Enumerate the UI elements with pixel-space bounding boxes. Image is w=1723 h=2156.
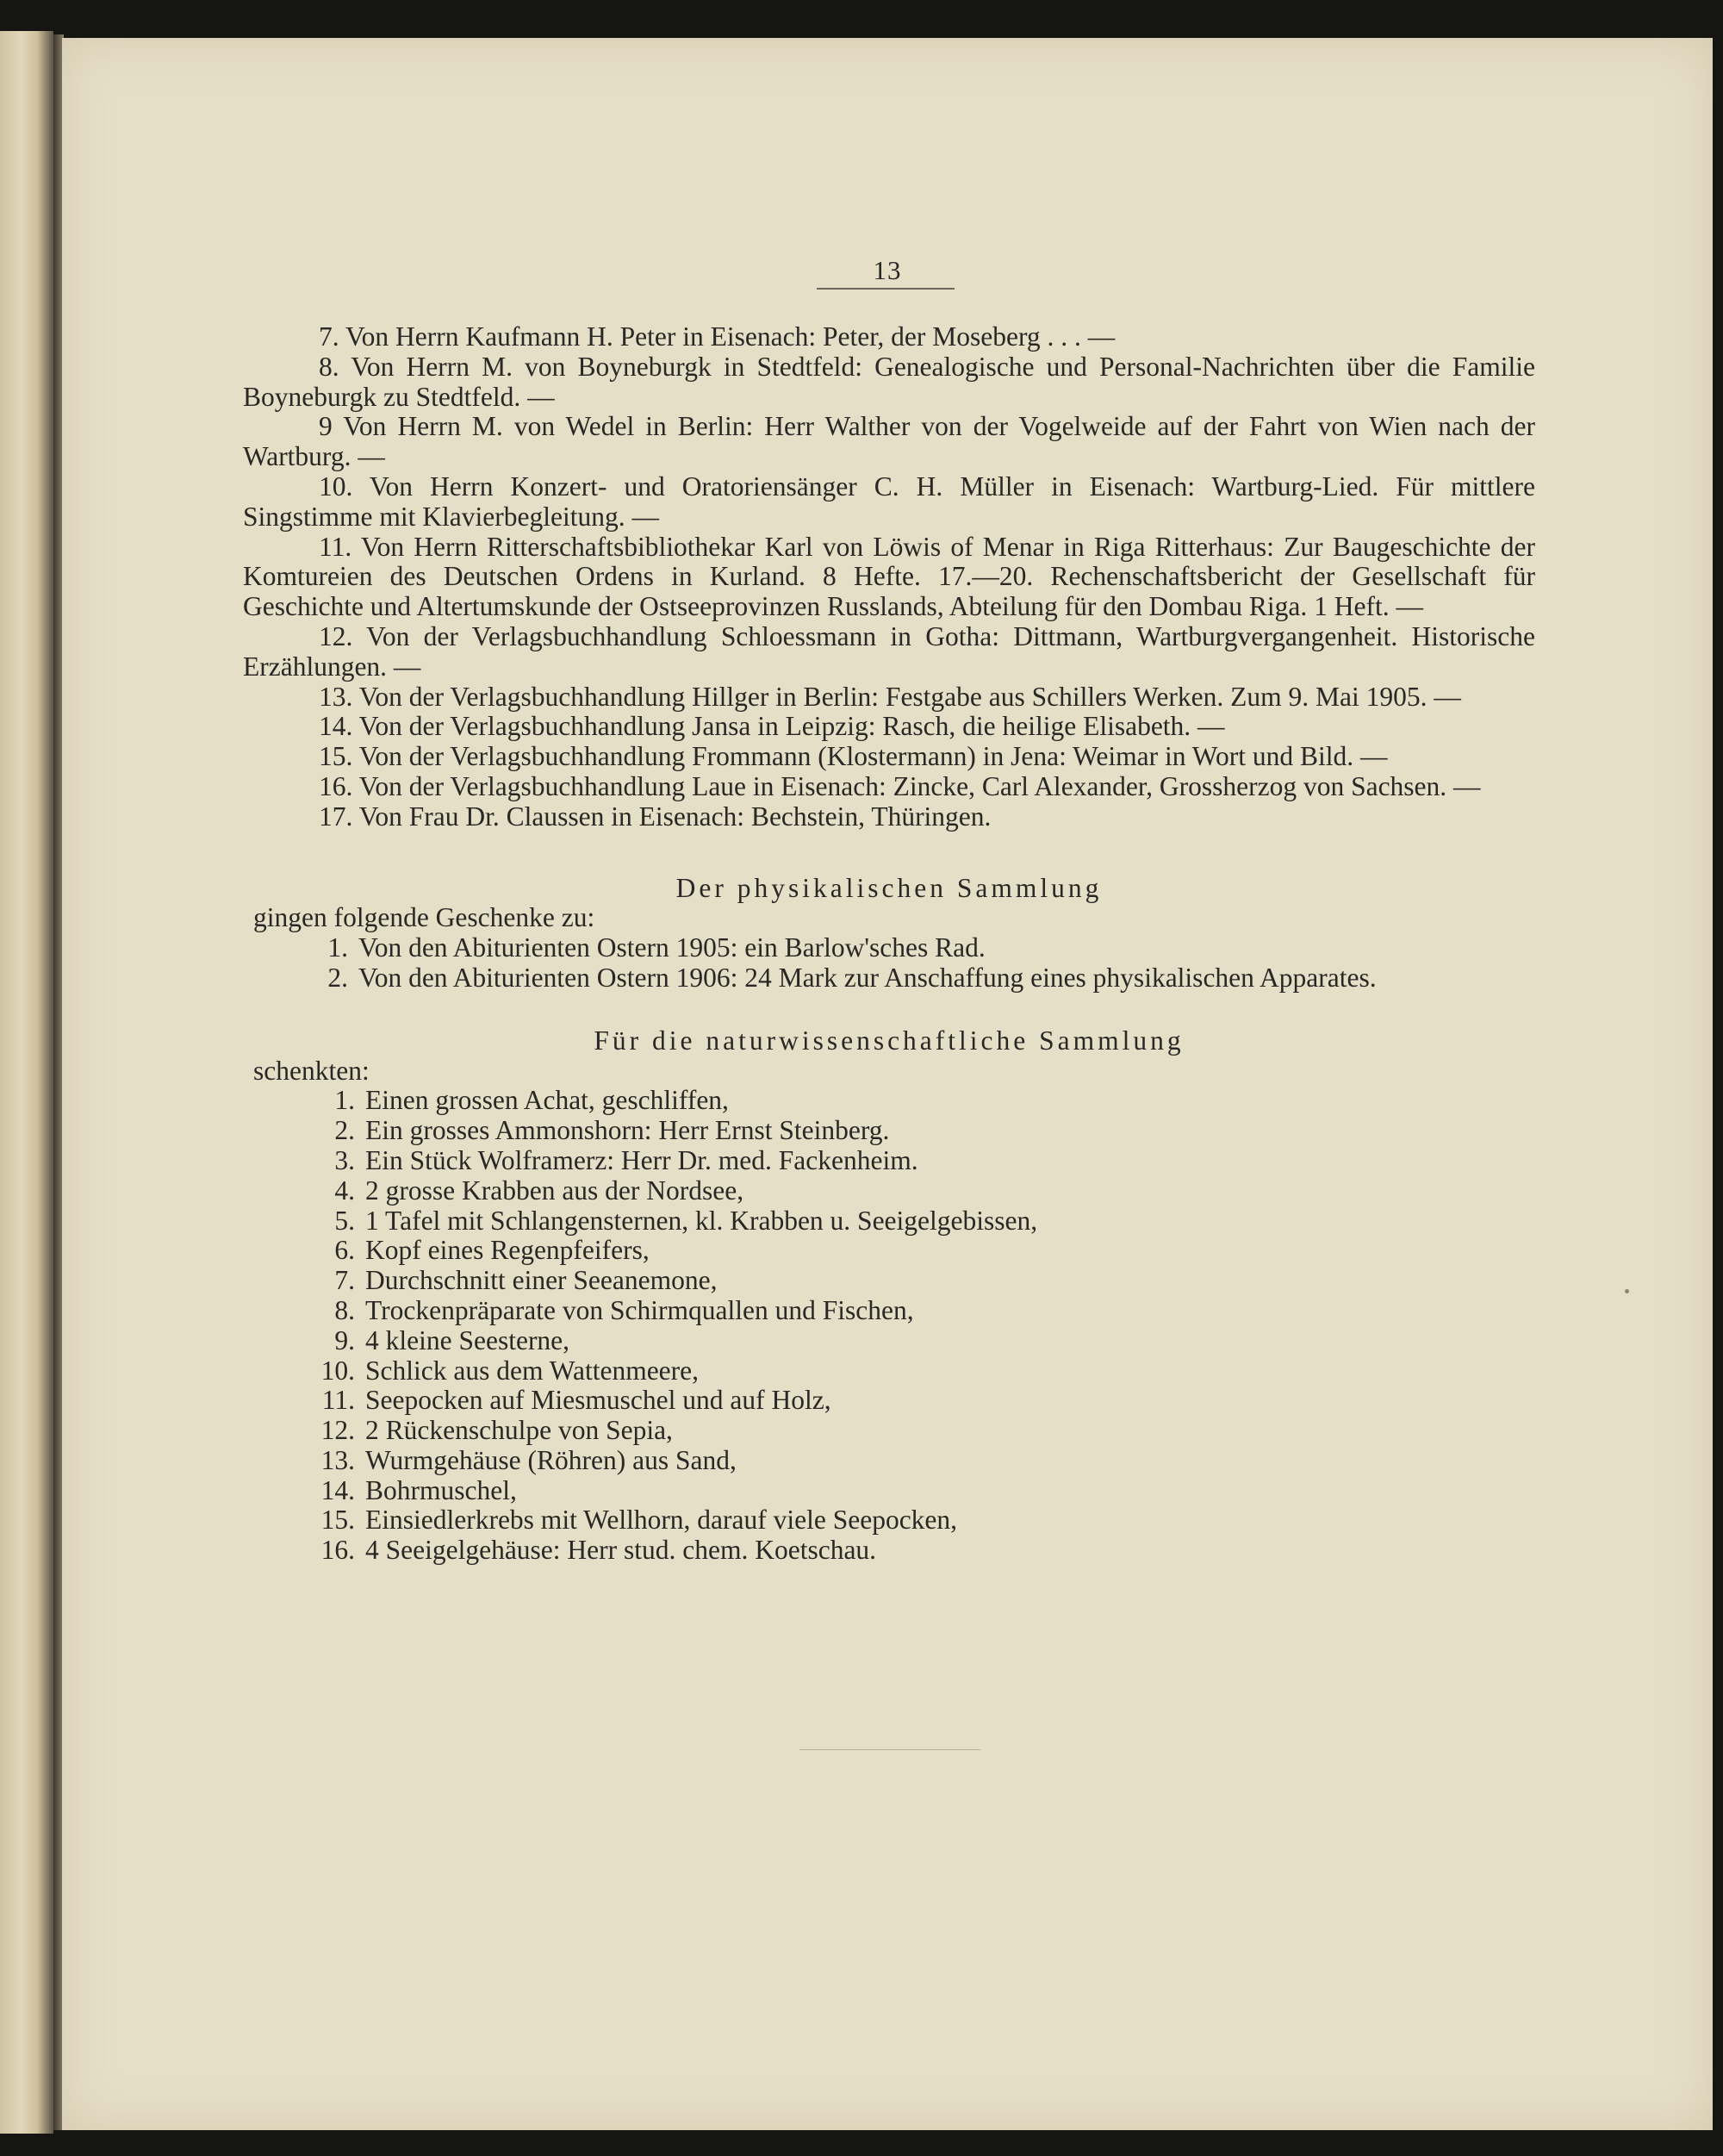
item-text: 4 kleine Seesterne, — [365, 1324, 570, 1355]
item-number: 13. — [320, 1444, 355, 1475]
list-item — [243, 1086, 1535, 1116]
donation-entry — [243, 472, 1535, 533]
left-page-edge — [0, 31, 53, 2134]
item-number: 12. — [320, 1415, 355, 1446]
donation-entry — [243, 412, 1535, 472]
entry-number: 14. — [319, 711, 353, 742]
item-text: Ein grosses Ammonshorn: Herr Ernst Steinberg. — [365, 1115, 890, 1146]
document-page — [62, 38, 1713, 2130]
entry-text: Von Frau Dr. Claussen in Eisenach: Bechstein, Thüringen. — [358, 801, 992, 832]
donation-entry — [243, 352, 1535, 413]
item-text: Trockenpräparate von Schirmquallen und Fischen, — [365, 1294, 914, 1325]
entry-number: 15. — [319, 741, 353, 772]
entry-text: Von Herrn Ritterschaftsbibliothekar Karl von Löwis of Menar in Riga Ritterhaus: Zur Baugeschichte der Komtureien des Deutschen Ordens in Kurland. 8 Hefte. 17.—20. Rechenschaftsbericht der Gesellschaft für Geschichte und Altertumskunde der Ostseeprovinzen Russlands, Abteilung für den Dombau Riga. 1 Heft. — — [243, 531, 1535, 622]
list-item — [243, 1356, 1535, 1386]
entry-text: Von der Verlagsbuchhandlung Jansa in Leipzig: Rasch, die heilige Elisabeth. — — [358, 711, 1225, 742]
item-text: 2 grosse Krabben aus der Nordsee, — [365, 1175, 744, 1206]
item-number: 4. — [334, 1175, 355, 1206]
page-number: 13 — [873, 255, 902, 285]
item-text: Seepocken auf Miesmuschel und auf Holz, — [365, 1385, 831, 1416]
entry-text: Von Herrn M. von Boyneburgk in Stedtfeld: Genealogische und Personal-Nachrichten über die Familie Boyneburgk zu Stedtfeld. — — [243, 351, 1536, 412]
list-item — [243, 1116, 1535, 1146]
physics-section-intro: gingen folgende Geschenke zu: — [253, 902, 595, 933]
item-text: Von den Abiturienten Ostern 1905: ein Barlow'sches Rad. — [358, 932, 986, 963]
item-text: Schlick aus dem Wattenmeere, — [365, 1355, 699, 1386]
end-rule — [799, 1749, 980, 1750]
section-spacer — [243, 994, 1535, 1026]
donation-entry — [243, 533, 1535, 622]
item-text: Einsiedlerkrebs mit Wellhorn, darauf viele Seepocken, — [365, 1505, 958, 1536]
donation-entry — [243, 772, 1535, 802]
donation-entry — [243, 622, 1535, 682]
item-number: 10. — [320, 1355, 355, 1386]
item-text: 4 Seeigelgehäuse: Herr stud. chem. Koetschau. — [365, 1535, 877, 1566]
list-item — [243, 933, 1535, 963]
item-text: Kopf eines Regenpfeifers, — [365, 1235, 650, 1266]
item-number: 8. — [334, 1294, 355, 1325]
item-text: Ein Stück Wolframerz: Herr Dr. med. Fackenheim. — [365, 1144, 918, 1175]
body-text — [243, 322, 1535, 1566]
item-text: Von den Abiturienten Ostern 1906: 24 Mark zur Anschaffung eines physikalischen Apparates. — [358, 962, 1377, 993]
nature-gift-list — [243, 1086, 1535, 1566]
list-item — [243, 1146, 1535, 1176]
list-item — [243, 1296, 1535, 1326]
entry-number: 12. — [319, 620, 353, 651]
item-text: 2 Rückenschulpe von Sepia, — [365, 1415, 673, 1446]
item-number: 9. — [334, 1324, 355, 1355]
donation-entry — [243, 802, 1535, 832]
entry-text: Von der Verlagsbuchhandlung Schloessmann in Gotha: Dittmann, Wartburgvergangenheit. Historische Erzählungen. — — [243, 620, 1535, 682]
item-number: 2. — [334, 1115, 355, 1146]
item-text: 1 Tafel mit Schlangensternen, kl. Krabben u. Seeigelgebissen, — [365, 1205, 1038, 1236]
item-number: 15. — [320, 1505, 355, 1536]
donation-entry — [243, 322, 1535, 352]
item-number: 7. — [334, 1265, 355, 1296]
item-text: Bohrmuschel, — [365, 1474, 517, 1505]
entry-text: Von der Verlagsbuchhandlung Frommann (Klostermann) in Jena: Weimar in Wort und Bild. — — [358, 741, 1388, 772]
entry-number: 9 — [319, 411, 333, 442]
list-item — [243, 1326, 1535, 1356]
entry-number: 10. — [319, 470, 353, 502]
entry-text: Von Herrn Konzert- und Oratoriensänger C. H. Müller in Eisenach: Wartburg-Lied. Für mittlere Singstimme mit Klavierbegleitung. — — [243, 470, 1535, 532]
entry-text: Von Herrn Kaufmann H. Peter in Eisenach: Peter, der Moseberg . . . — — [345, 321, 1116, 352]
list-item — [243, 1416, 1535, 1446]
section-spacer — [243, 832, 1535, 874]
list-item — [243, 1206, 1535, 1237]
physics-gift-list — [243, 933, 1535, 994]
list-item — [243, 1386, 1535, 1416]
list-item — [243, 963, 1535, 994]
entry-number: 13. — [319, 681, 353, 712]
item-number: 5. — [334, 1205, 355, 1236]
donation-entry — [243, 682, 1535, 713]
list-item — [243, 1446, 1535, 1476]
list-item — [243, 1176, 1535, 1206]
item-number: 1. — [334, 1085, 355, 1116]
entry-text: Von der Verlagsbuchhandlung Laue in Eisenach: Zincke, Carl Alexander, Grossherzog von Sachsen. — — [358, 770, 1481, 801]
donation-entry — [243, 742, 1535, 772]
entry-number: 7. — [319, 321, 339, 352]
nature-section-intro: schenkten: — [253, 1055, 370, 1086]
item-text: Wurmgehäuse (Röhren) aus Sand, — [365, 1444, 737, 1475]
item-number: 14. — [320, 1474, 355, 1505]
nature-section-heading: Für die naturwissenschaftliche Sammlung — [594, 1025, 1185, 1056]
entry-text: Von der Verlagsbuchhandlung Hillger in Berlin: Festgabe aus Schillers Werken. Zum 9. Mai 1905. — — [358, 681, 1461, 712]
entry-number: 11. — [319, 531, 352, 562]
list-item — [243, 1236, 1535, 1266]
item-number: 16. — [320, 1535, 355, 1566]
donation-entry — [243, 712, 1535, 742]
list-item — [243, 1476, 1535, 1506]
item-number: 11. — [321, 1385, 355, 1416]
list-item — [243, 1536, 1535, 1566]
physics-section-heading: Der physikalischen Sammlung — [675, 872, 1103, 903]
list-item — [243, 1266, 1535, 1296]
entry-text: Von Herrn M. von Wedel in Berlin: Herr Walther von der Vogelweide auf der Fahrt von Wien nach der Wartburg. — — [243, 411, 1535, 472]
list-item — [243, 1505, 1535, 1536]
item-number: 2. — [327, 962, 348, 993]
paper-speck — [1625, 1289, 1629, 1293]
entry-number: 17. — [319, 801, 353, 832]
item-number: 3. — [334, 1144, 355, 1175]
item-text: Durchschnitt einer Seeanemone, — [365, 1265, 718, 1296]
item-number: 6. — [334, 1235, 355, 1266]
entry-number: 8. — [319, 351, 339, 382]
item-text: Einen grossen Achat, geschliffen, — [365, 1085, 729, 1116]
page-number-rule — [817, 288, 955, 290]
item-number: 1. — [327, 932, 348, 963]
entry-number: 16. — [319, 770, 353, 801]
